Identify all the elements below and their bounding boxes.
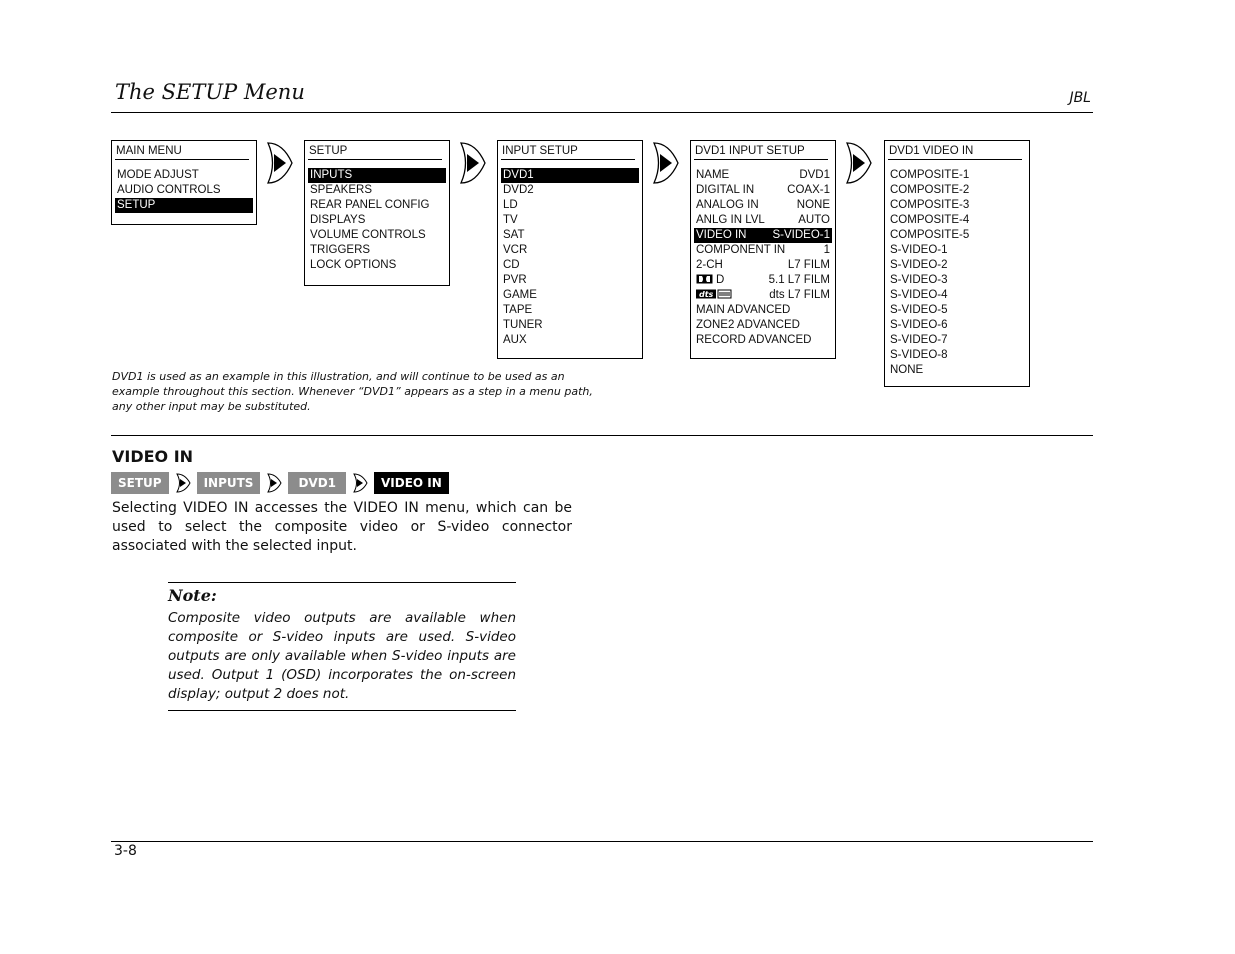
menu-item[interactable]	[888, 168, 1026, 183]
menu-item-label: S-VIDEO-6	[890, 319, 948, 331]
menu-item[interactable]	[308, 168, 446, 183]
menu-item[interactable]	[501, 318, 639, 333]
menu-item-label: S-VIDEO-1	[890, 244, 948, 256]
menu-item-label: LOCK OPTIONS	[310, 259, 397, 271]
page-title: The SETUP Menu	[115, 80, 305, 104]
menu-item-label: COMPOSITE-1	[890, 169, 970, 181]
menu-item-label: INPUTS	[310, 169, 353, 181]
menu-item-label: D	[716, 274, 725, 286]
page-number: 3-8	[114, 843, 137, 859]
header-rule	[111, 112, 1093, 113]
menu-title: DVD1 VIDEO IN	[888, 144, 1022, 160]
menu-item[interactable]	[694, 228, 832, 243]
menu-item-label: SAT	[503, 229, 525, 241]
menu-item-label: VIDEO IN	[696, 229, 747, 241]
menu-item[interactable]	[888, 318, 1026, 333]
svg-text:dts: dts	[699, 290, 714, 299]
menu-item[interactable]	[694, 198, 832, 213]
menu-title: MAIN MENU	[115, 144, 249, 160]
menu-item-value: COAX-1	[787, 184, 830, 196]
path-arrow-icon	[174, 472, 192, 494]
menu-item[interactable]	[694, 213, 832, 228]
menu-item-label: GAME	[503, 289, 537, 301]
menu-path	[111, 471, 449, 494]
section-heading: VIDEO IN	[112, 447, 194, 466]
menu-item-label: S-VIDEO-5	[890, 304, 948, 316]
menu-item[interactable]	[888, 363, 1026, 378]
menu-item[interactable]	[308, 228, 446, 243]
menu-item-value: S-VIDEO-1	[772, 229, 830, 241]
menu-item[interactable]	[694, 303, 832, 318]
menu-item-label: COMPOSITE-5	[890, 229, 970, 241]
menu-item-value: DVD1	[799, 169, 830, 181]
menu-item[interactable]	[308, 243, 446, 258]
menu-item[interactable]	[888, 303, 1026, 318]
next-arrow-icon	[458, 140, 488, 186]
menu-item[interactable]	[501, 288, 639, 303]
menu-item-label: COMPONENT IN	[696, 244, 786, 256]
menu-item-label: S-VIDEO-4	[890, 289, 948, 301]
menu-item-label: S-VIDEO-3	[890, 274, 948, 286]
menu-item-label: MAIN ADVANCED	[696, 304, 791, 316]
menu-item[interactable]	[501, 198, 639, 213]
menu-item[interactable]	[501, 243, 639, 258]
path-step-dvd1: DVD1	[288, 472, 346, 494]
menu-item-label: TAPE	[503, 304, 533, 316]
menu-item-value: 5.1 L7 FILM	[768, 274, 830, 286]
menu-item-label: TUNER	[503, 319, 543, 331]
menu-item-label: ANALOG IN	[696, 199, 759, 211]
menu-item-label: DISPLAYS	[310, 214, 366, 226]
menu-item[interactable]	[308, 258, 446, 273]
footer-rule	[111, 841, 1093, 842]
menu-item-value: 1	[823, 244, 830, 256]
menu-title: DVD1 INPUT SETUP	[694, 144, 828, 160]
setup-menu-box	[304, 140, 450, 286]
menu-item[interactable]	[694, 168, 832, 183]
menu-item-label: DVD1	[503, 169, 534, 181]
menu-item[interactable]	[888, 198, 1026, 213]
menu-item[interactable]	[694, 288, 832, 303]
menu-item-label: LD	[503, 199, 518, 211]
menu-item-label: DIGITAL IN	[696, 184, 755, 196]
menu-item[interactable]	[888, 183, 1026, 198]
menu-item-label: NAME	[696, 169, 730, 181]
menu-item-value: L7 FILM	[787, 259, 830, 271]
menu-item[interactable]	[115, 198, 253, 213]
menu-item-label: AUDIO CONTROLS	[117, 184, 221, 196]
main-menu-box	[111, 140, 257, 225]
note-title: Note:	[168, 586, 217, 605]
menu-item[interactable]	[501, 273, 639, 288]
menu-item[interactable]	[888, 288, 1026, 303]
menu-item[interactable]	[888, 273, 1026, 288]
menu-item-label: S-VIDEO-2	[890, 259, 948, 271]
menu-item[interactable]	[694, 258, 832, 273]
menu-item-label: REAR PANEL CONFIG	[310, 199, 430, 211]
menu-item-label: SETUP	[117, 199, 156, 211]
menu-item[interactable]	[888, 333, 1026, 348]
menu-item[interactable]	[888, 228, 1026, 243]
menu-item[interactable]	[501, 303, 639, 318]
menu-item-label: VOLUME CONTROLS	[310, 229, 426, 241]
path-step-inputs: INPUTS	[197, 472, 261, 494]
path-arrow-icon	[351, 472, 369, 494]
menu-item[interactable]	[694, 273, 832, 288]
section-rule	[111, 435, 1093, 436]
menu-item[interactable]	[888, 258, 1026, 273]
dolby-digital-icon	[696, 274, 716, 286]
menu-item-value: NONE	[796, 199, 830, 211]
menu-item[interactable]	[694, 183, 832, 198]
menu-item-label: MODE ADJUST	[117, 169, 199, 181]
menu-item-label: NONE	[890, 364, 924, 376]
menu-item-label: ANLG IN LVL	[696, 214, 765, 226]
menu-item[interactable]	[501, 168, 639, 183]
illustration-caption: DVD1 is used as an example in this illustration, and will continue to be used as an example throughout this section. Whenever “DVD1” appears as a step in a menu path, any other input may be substituted.	[112, 370, 593, 413]
menu-item-label: RECORD ADVANCED	[696, 334, 812, 346]
menu-item-label: COMPOSITE-3	[890, 199, 970, 211]
menu-item[interactable]	[501, 333, 639, 348]
menu-item[interactable]	[501, 183, 639, 198]
menu-item-label: TRIGGERS	[310, 244, 371, 256]
menu-item[interactable]	[308, 183, 446, 198]
brand-label: JBL	[1069, 90, 1091, 106]
menu-item-label: DVD2	[503, 184, 534, 196]
menu-item-value: AUTO	[798, 214, 830, 226]
dvd1-video-in-menu-box	[884, 140, 1030, 387]
menu-item[interactable]	[694, 318, 832, 333]
menu-item[interactable]	[115, 168, 253, 183]
path-step-setup: SETUP	[111, 472, 169, 494]
menu-item[interactable]	[501, 213, 639, 228]
menu-item[interactable]	[694, 243, 832, 258]
menu-item-label: COMPOSITE-2	[890, 184, 970, 196]
next-arrow-icon	[844, 140, 874, 186]
menu-item[interactable]	[888, 348, 1026, 363]
menu-title: SETUP	[308, 144, 442, 160]
dvd1-input-setup-menu-box	[690, 140, 836, 359]
path-arrow-icon	[265, 472, 283, 494]
menu-item[interactable]	[501, 228, 639, 243]
menu-item[interactable]	[888, 213, 1026, 228]
menu-title: INPUT SETUP	[501, 144, 635, 160]
path-step-video-in: VIDEO IN	[374, 472, 449, 494]
menu-item-label: VCR	[503, 244, 528, 256]
menu-item[interactable]	[308, 213, 446, 228]
menu-item-label: PVR	[503, 274, 527, 286]
menu-item-label: ZONE2 ADVANCED	[696, 319, 800, 331]
note-text: Composite video outputs are available when composite or S-video inputs are used. S-video outputs are only available when S-video inputs are used. Output 1 (OSD) incorporates the on-screen display; output 2 does not.	[168, 610, 516, 702]
menu-item[interactable]	[501, 258, 639, 273]
menu-item-label: S-VIDEO-8	[890, 349, 948, 361]
menu-item-label: TV	[503, 214, 518, 226]
note-box	[168, 582, 516, 711]
menu-item[interactable]	[888, 243, 1026, 258]
input-setup-menu-box	[497, 140, 643, 359]
menu-item[interactable]	[694, 333, 832, 348]
menu-item-label: AUX	[503, 334, 527, 346]
menu-item-value: dts L7 FILM	[769, 289, 830, 301]
menu-item-label: 2-CH	[696, 259, 723, 271]
menu-item-label: SPEAKERS	[310, 184, 372, 196]
menu-item-label: S-VIDEO-7	[890, 334, 948, 346]
menu-item-label: CD	[503, 259, 520, 271]
section-body: Selecting VIDEO IN accesses the VIDEO IN menu, which can be used to select the composite video or S-video connector associated with the selected input.	[112, 500, 572, 554]
menu-item-label: COMPOSITE-4	[890, 214, 970, 226]
menu-item[interactable]	[308, 198, 446, 213]
menu-item[interactable]	[115, 183, 253, 198]
next-arrow-icon	[651, 140, 681, 186]
dts-es-icon	[696, 289, 732, 301]
next-arrow-icon	[265, 140, 295, 186]
